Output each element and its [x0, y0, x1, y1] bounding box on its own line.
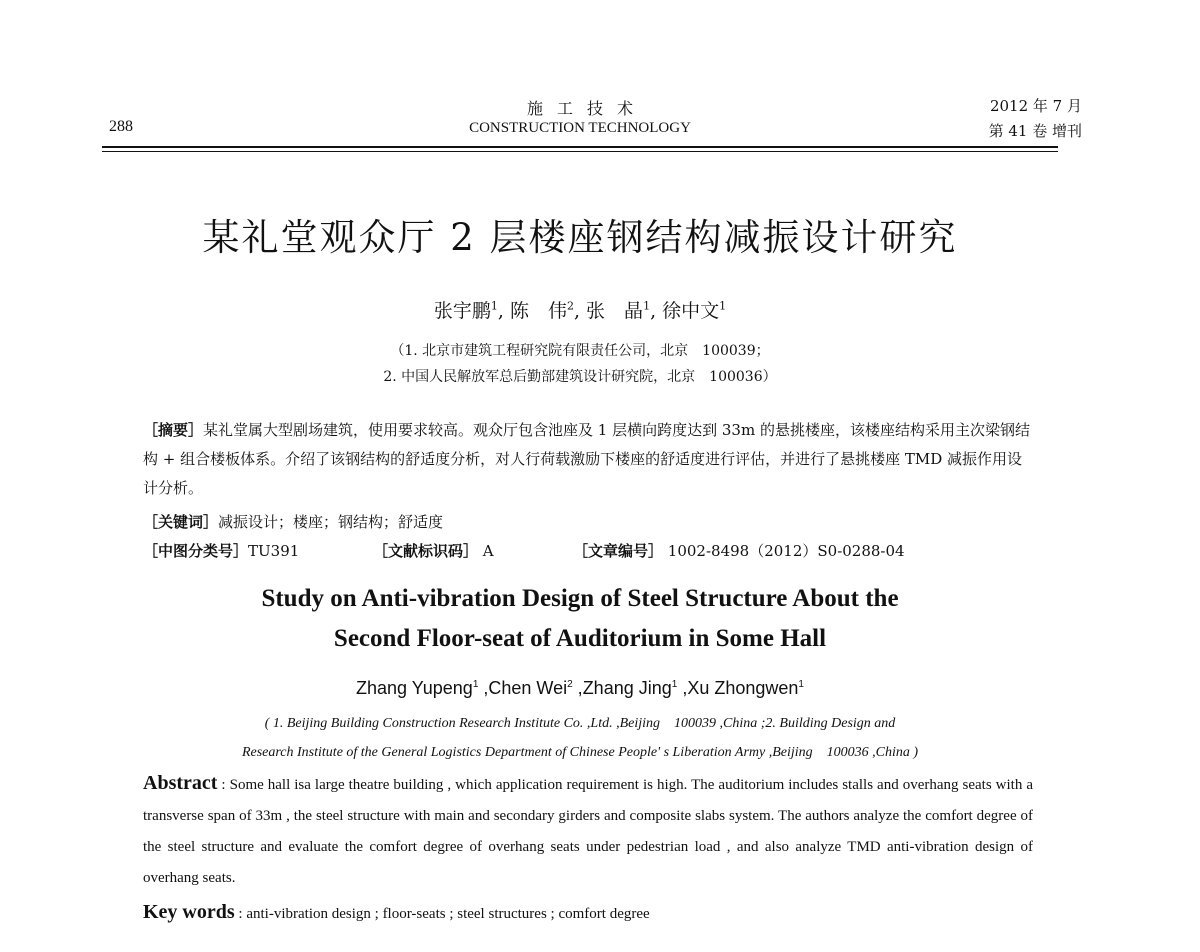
keywords-cn-label: ［关键词］ — [143, 513, 219, 531]
author-separator: , — [478, 678, 489, 698]
article-title-en-line1: Study on Anti-vibration Design of Steel Structure About the — [261, 585, 899, 612]
header-rule-thin — [102, 151, 1058, 152]
article-title-en-line2: Second Floor-seat of Auditorium in Some Hall — [333, 625, 827, 652]
author-affiliation-mark: 2 — [566, 299, 574, 313]
affiliation-en-2: Research Institute of the General Logistics Department of Chinese People' s Liberation Army ,Beijing 100036 ,China ) — [241, 745, 919, 760]
article-no-label: ［文章编号］ — [573, 542, 664, 560]
article-no-entry — [573, 537, 905, 566]
authors-cn — [0, 296, 1160, 323]
abstract-en-text: : Some hall isa large theatre building , which application requirement is high. The auditorium includes stalls and overhang seats with a transverse span of 33m , the steel structure with main and secondary girders and composite slabs system. The authors analyze the comfort degree of the steel structure and evaluate the comfort degree of overhang seats under pedestrian load , and also analyze TMD anti-vibration design of overhang seats. — [143, 777, 1033, 886]
issue-volume: 第 41 卷 增刊 — [988, 122, 1082, 140]
affiliation-cn-2: 2. 中国人民解放军总后勤部建筑设计研究院，北京 100036） — [383, 369, 777, 385]
abstract-cn-label: ［摘要］ — [143, 421, 204, 439]
author-affiliation-mark: 1 — [472, 679, 479, 690]
author-separator: , — [650, 300, 657, 322]
issue-date: 2012 年 7 月 — [989, 97, 1082, 115]
keywords-cn-text: 减振设计；楼座；钢结构；舒适度 — [218, 513, 444, 531]
author-name: Xu Zhongwen — [687, 678, 799, 698]
header-rule-thick — [102, 146, 1058, 148]
author-name: 张宇鹏 — [433, 300, 491, 322]
author-separator: , — [573, 300, 580, 322]
doc-code-value: A — [478, 542, 494, 560]
author-name: 陈 伟 — [509, 300, 567, 322]
clc-label: ［中图分类号］ — [143, 542, 249, 560]
keywords-cn — [143, 508, 1033, 537]
author-affiliation-mark: 1 — [643, 299, 651, 313]
author-name: Zhang Yupeng — [356, 678, 473, 698]
article-title-cn: 某礼堂观众厅 2 层楼座钢结构减振设计研究 — [202, 216, 958, 259]
keywords-en-label: Key words — [143, 901, 235, 923]
author-separator: , — [497, 300, 504, 322]
clc-value: TU391 — [248, 542, 300, 560]
clc-entry — [143, 537, 299, 566]
author-affiliation-mark: 1 — [798, 679, 804, 690]
author-name: Chen Wei — [488, 678, 568, 698]
doc-code-label: ［文献标识码］ — [373, 542, 479, 560]
keywords-en — [143, 897, 1033, 930]
author-name: 张 晶 — [586, 300, 644, 322]
abstract-en-label: Abstract — [143, 772, 218, 794]
affiliation-en-1: ( 1. Beijing Building Construction Research Institute Co. ,Ltd. ,Beijing 100039 ,China ;2. Building Design and — [264, 716, 896, 731]
author-affiliation-mark: 1 — [671, 679, 678, 690]
author-separator: , — [677, 678, 688, 698]
doc-code-entry — [373, 537, 494, 566]
journal-title-en: CONSTRUCTION TECHNOLOGY — [469, 120, 691, 136]
page-number: 288 — [109, 118, 133, 135]
author-affiliation-mark: 1 — [719, 299, 727, 313]
journal-title-cn: 施工技术 — [526, 99, 647, 118]
abstract-en — [143, 768, 1033, 894]
keywords-en-text: : anti-vibration design ; floor-seats ; steel structures ; comfort degree — [234, 906, 650, 922]
author-affiliation-mark: 2 — [567, 679, 573, 690]
author-name: 徐中文 — [662, 300, 720, 322]
author-separator: , — [572, 678, 583, 698]
author-affiliation-mark: 1 — [490, 299, 498, 313]
author-name: Zhang Jing — [582, 678, 672, 698]
authors-en — [0, 678, 1160, 699]
affiliation-cn-1: （1. 北京市建筑工程研究院有限责任公司，北京 100039； — [390, 343, 770, 359]
abstract-cn — [143, 416, 1033, 503]
abstract-cn-text: 某礼堂属大型剧场建筑，使用要求较高。观众厅包含池座及 1 层横向跨度达到 33m 的悬挑楼座，该楼座结构采用主次梁钢结构 + 组合楼板体系。介绍了该钢结构的舒适度分析，对人行荷载激励下楼座的舒适度进行评估，并进行了悬挑楼座 TMD 减振作用设计分析。 — [143, 421, 1030, 497]
article-no-value: 1002-8498（2012）S0-0288-04 — [663, 542, 905, 560]
